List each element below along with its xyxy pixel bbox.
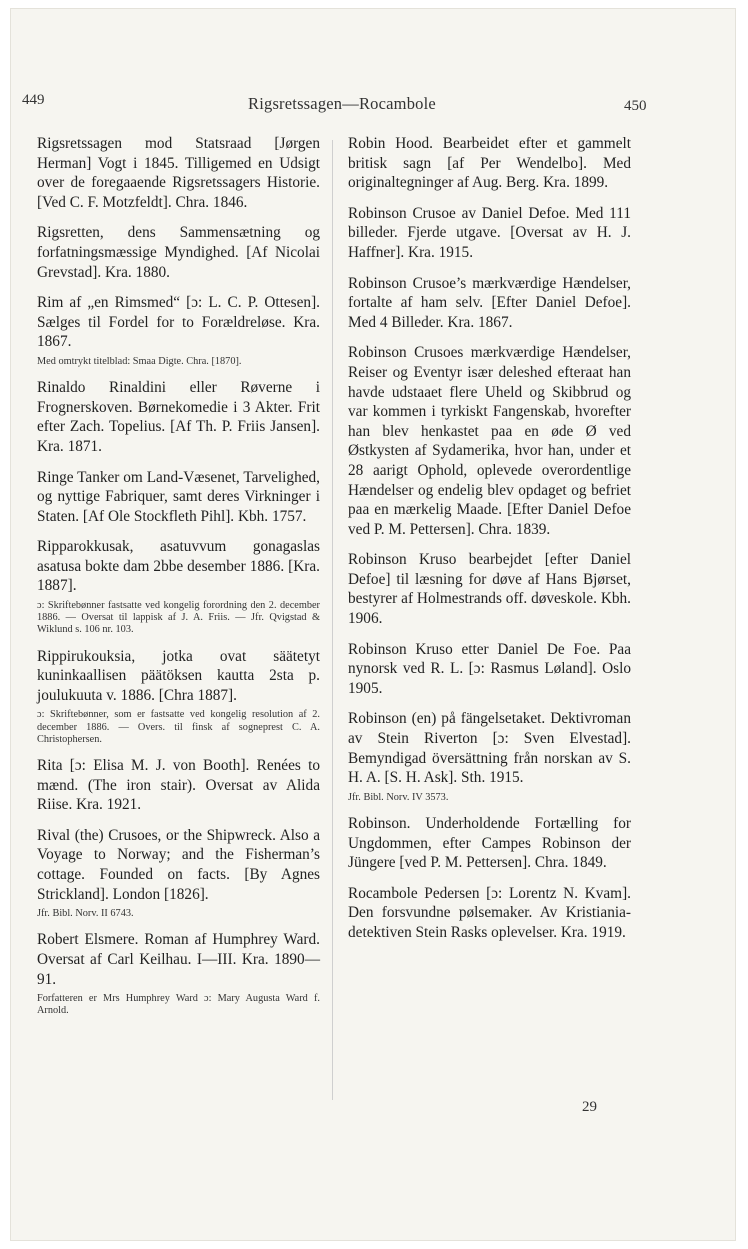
entry: Rival (the) Crusoes, or the Shipwreck. Also a Voyage to Norway; and the Fisherman’s cottage. Founded on facts. [By Agnes Strickland]. London [1826].: [37, 826, 320, 903]
entry: Rigsretten, dens Sammensætning og forfatningsmæssige Myndighed. [Af Nicolai Grevstad]. Kra. 1880.: [37, 224, 320, 281]
entry: Rita [ɔ: Elisa M. J. von Booth]. Renées to mænd. (The iron stair). Oversat av Alida Riise. Kra. 1921.: [37, 757, 320, 814]
page-number-bottom: 29: [582, 1099, 597, 1115]
entry: Rigsretssagen mod Statsraad [Jørgen Herman] Vogt i 1845. Tilligemed en Udsigt over de foregaaende Rigsretssagers Historie. [Ved C. F. Motzfeldt]. Chra. 1846.: [37, 135, 320, 211]
entry: Robert Elsmere. Roman af Humphrey Ward. Oversat af Carl Keilhau. I—III. Kra. 1890—91.: [37, 931, 320, 988]
entry: Robinson (en) på fängelsetaket. Dektivroman av Stein Riverton [ɔ: Sven Elvestad]. Bemyndigad översättning från norskan av S. H. A. [S. H. Ask]. Sth. 1915.: [348, 710, 631, 787]
entry: Robin Hood. Bearbeidet efter et gammelt britisk sagn [af Per Wendelbo]. Med originaltegninger af Aug. Berg. Kra. 1899.: [348, 135, 631, 192]
entry-note: Jfr. Bibl. Norv. IV 3573.: [348, 791, 449, 803]
entry: Rippirukouksia, jotka ovat säätetyt kuninkaallisen päätöksen kautta 2sta p. joulukuuta v. 1886. [Chra 1887].: [37, 647, 320, 704]
entry-note: Forfatteren er Mrs Humphrey Ward ɔ: Mary Augusta Ward f. Arnold.: [37, 993, 320, 1017]
entry-note: Jfr. Bibl. Norv. II 6743.: [37, 908, 134, 920]
entry: Ripparokkusak, asatuvvum gonagaslas asatusa bokte dam 2bbe desember 1886. [Kra. 1887].: [37, 538, 320, 595]
left-column: [37, 134, 320, 1028]
entry-note: Med omtrykt titelblad: Smaa Digte. Chra. [1870].: [37, 355, 242, 367]
entry: Robinson. Underholdende Fortælling for Ungdommen, efter Campes Robinson der Jüngere [ved P. M. Pettersen]. Chra. 1849.: [348, 815, 631, 872]
right-column: [348, 134, 631, 954]
entry: Robinson Kruso bearbejdet [efter Daniel Defoe] til læsning for døve af Hans Bjørset, bestyrer af Holmestrands off. døveskole. Kbh. 1906.: [348, 551, 631, 628]
entry: Rim af „en Rimsmed“ [ɔ: L. C. P. Ottesen]. Sælges til Fordel for to Forældreløse. Kra. 1867.: [37, 294, 320, 351]
entry: Robinson Crusoe av Daniel Defoe. Med 111 billeder. Fjerde utgave. [Oversat av H. J. Haffner]. Kra. 1915.: [348, 204, 631, 261]
entry: Robinson Kruso etter Daniel De Foe. Paa nynorsk ved R. L. [ɔ: Rasmus Løland]. Oslo 1905.: [348, 640, 631, 697]
column-divider: [332, 140, 333, 1100]
page-number-left: 449: [22, 92, 45, 108]
entry: Rinaldo Rinaldini eller Røverne i Frognerskoven. Børnekomedie i 3 Akter. Frit efter Zach. Topelius. [Af Th. P. Friis Jansen]. Kra. 1871.: [37, 379, 320, 455]
running-header: Rigsretssagen—Rocambole: [248, 94, 436, 113]
entry: Ringe Tanker om Land-Væsenet, Tarvelighed, og nyttige Fabriquer, samt deres Virkninger i Staten. [Af Ole Stockfleth Pihl]. Kbh. 1757.: [37, 468, 320, 525]
entry-note: ɔ: Skriftebønner fastsatte ved kongelig forordning den 2. december 1886. — Oversat til lappisk af J. A. Friis. — Jfr. Qvigstad & Wiklund s. 106 nr. 103.: [37, 600, 320, 636]
entry-note: ɔ: Skriftebønner, som er fastsatte ved kongelig resolution af 2. december 1886. — Overs. til finsk af sogneprest C. A. Christophersen.: [37, 709, 320, 745]
page-number-right: 450: [624, 98, 647, 114]
entry: Robinson Crusoes mærkværdige Hændelser, Reiser og Eventyr især deleshed efteraat han havde udstaaet flere Uheld og Skibbrud og var kommen i tyrkiskt Fangenskab, hvorefter han blev henkastet paa en øde Ø ved Østkysten af Sydamerika, hvor han, under et 28 aarigt Ophold, oplevede overordentlige Hændelser og endelig blev opdaget og befriet paa en mærkelig Maade. [Efter Daniel Defoe ved P. M. Pettersen]. Chra. 1839.: [348, 344, 631, 538]
entry: Rocambole Pedersen [ɔ: Lorentz N. Kvam]. Den forsvundne pølsemaker. Av Kristiania-detektiven Stein Rasks oplevelser. Kra. 1919.: [348, 884, 631, 941]
entry: Robinson Crusoe’s mærkværdige Hændelser, fortalte af ham selv. [Efter Daniel Defoe]. Med 4 Billeder. Kra. 1867.: [348, 274, 631, 331]
